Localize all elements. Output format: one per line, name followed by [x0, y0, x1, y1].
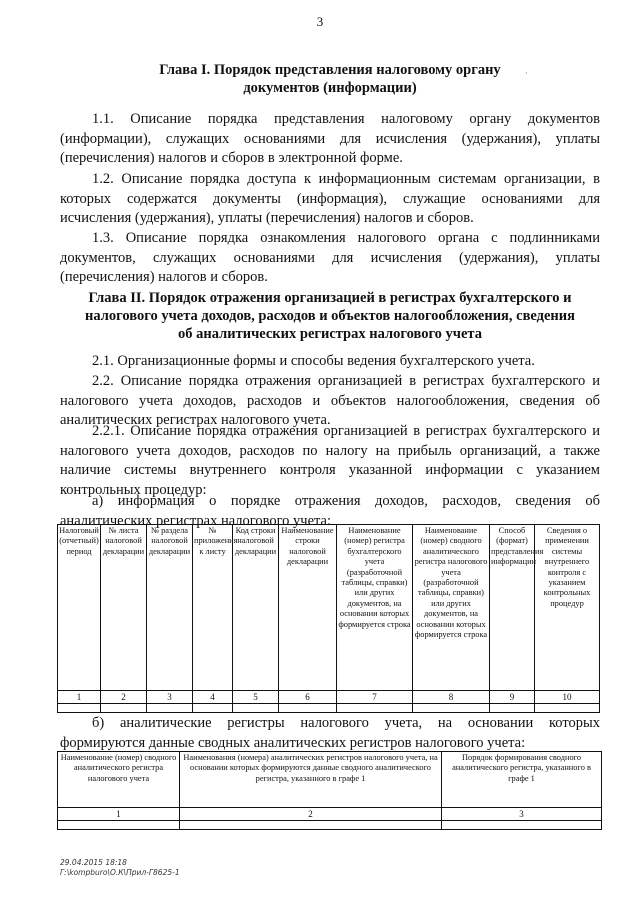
item-a: а) информация о порядке отражения доходов, расходов, сведения об аналитических регистрах налогового учета: — [60, 493, 600, 529]
table-b-col-number: 2 — [180, 808, 442, 821]
margin-mark: · — [525, 69, 528, 78]
chapter1-title-line1: Глава I. Порядок представления налоговому органу — [159, 62, 501, 78]
chapter2-title — [60, 289, 600, 343]
table-a-col-number: 2 — [101, 691, 147, 704]
item-1-1: 1.1. Описание порядка представления налоговому органу документов (информации), служащих основаниями для исчисления (удержания), уплаты (перечисления) налогов и сборов в электронной форме. — [60, 111, 600, 167]
table-a-header: № приложения к листу — [193, 525, 233, 691]
table-a-header-row — [58, 525, 600, 691]
table-a-header: Налоговый (отчетный) период — [58, 525, 101, 691]
item-2-1: 2.1. Организационные формы и способы ведения бухгалтерского учета. — [92, 353, 535, 369]
table-a-header: Наименование (номер) сводного аналитического регистра налогового учета (разработочной таблицы, справки) или других документов, на основании которых формируется строка — [413, 525, 490, 691]
footer — [60, 858, 180, 878]
table-b-header: Наименования (номера) аналитических регистров налогового учета, на основании которых формируются данные сводного аналитического регистра, указанного в графе 1 — [180, 752, 442, 808]
table-a — [57, 524, 600, 713]
table-a-col-number: 5 — [233, 691, 279, 704]
table-a-col-number: 7 — [337, 691, 413, 704]
table-a-col-number: 8 — [413, 691, 490, 704]
footer-file-path: Г:\kompburo\О.К\Прил-Г8625-1 — [60, 868, 180, 877]
table-b-header-row — [58, 752, 602, 808]
table-b-header: Наименование (номер) сводного аналитического регистра налогового учета — [58, 752, 180, 808]
item-2-2: 2.2. Описание порядка отражения организацией в регистрах бухгалтерского и налогового учета доходов, расходов и объектов налогообложения, сведения об аналитических регистрах налогового учета. — [60, 373, 600, 429]
table-a-col-number: 3 — [147, 691, 193, 704]
table-a-header: Код строки налоговой декларации — [233, 525, 279, 691]
chapter1-title-line2: документов (информации) — [243, 80, 417, 96]
table-b — [57, 751, 602, 830]
chapter1-title — [60, 61, 600, 97]
chapter2-title-line3: об аналитических регистрах налогового учета — [178, 326, 482, 342]
table-a-header: Способ (формат) представления информации — [490, 525, 535, 691]
table-a-empty-row — [58, 704, 600, 713]
table-a-col-number: 4 — [193, 691, 233, 704]
table-a-col-number: 10 — [535, 691, 600, 704]
table-b-col-number: 3 — [442, 808, 602, 821]
para-b: б) аналитические регистры налогового учета, на основании которых формируются данные сводных аналитических регистров налогового учета: — [60, 715, 600, 751]
table-b-number-row — [58, 808, 602, 821]
table-a-header: № листа налоговой декларации — [101, 525, 147, 691]
table-a-col-number: 1 — [58, 691, 101, 704]
table-a-header: № раздела налоговой декларации — [147, 525, 193, 691]
item-1-3: 1.3. Описание порядка ознакомления налогового органа с подлинниками документов, служащих основаниями для исчисления (удержания), уплаты (перечисления) налогов и сборов. — [60, 230, 600, 286]
page-number: 3 — [316, 14, 324, 29]
item-2-2-1: 2.2.1. Описание порядка отражения организацией в регистрах бухгалтерского и налогового учета доходов, расходов по налогу на прибыль организаций, а также наличие системы внутреннего контроля указанной информации с указанием контрольных процедур: — [60, 423, 600, 498]
table-b-header: Порядок формирования сводного аналитического регистра, указанного в графе 1 — [442, 752, 602, 808]
table-a-col-number: 9 — [490, 691, 535, 704]
table-a-number-row — [58, 691, 600, 704]
item-1-2: 1.2. Описание порядка доступа к информационным системам организации, в которых содержатся документы (информация), служащие основаниями для исчисления (удержания), уплаты (перечисления) налогов и сборов. — [60, 171, 600, 227]
footer-timestamp: 29.04.2015 18:18 — [60, 858, 127, 867]
table-b-col-number: 1 — [58, 808, 180, 821]
table-a-col-number: 6 — [279, 691, 337, 704]
table-a-header: Наименование строки налоговой декларации — [279, 525, 337, 691]
table-a-header: Сведения о применении системы внутреннего контроля с указанием контрольных процедур — [535, 525, 600, 691]
chapter2-title-line2: налогового учета доходов, расходов и объектов налогообложения, сведения — [85, 308, 575, 324]
chapter2-title-line1: Глава II. Порядок отражения организацией в регистрах бухгалтерского и — [88, 290, 572, 306]
table-b-empty-row — [58, 821, 602, 830]
table-a-header: Наименование (номер) регистра бухгалтерского учета (разработочной таблицы, справки) или других документов, на основании которых формируется строка — [337, 525, 413, 691]
